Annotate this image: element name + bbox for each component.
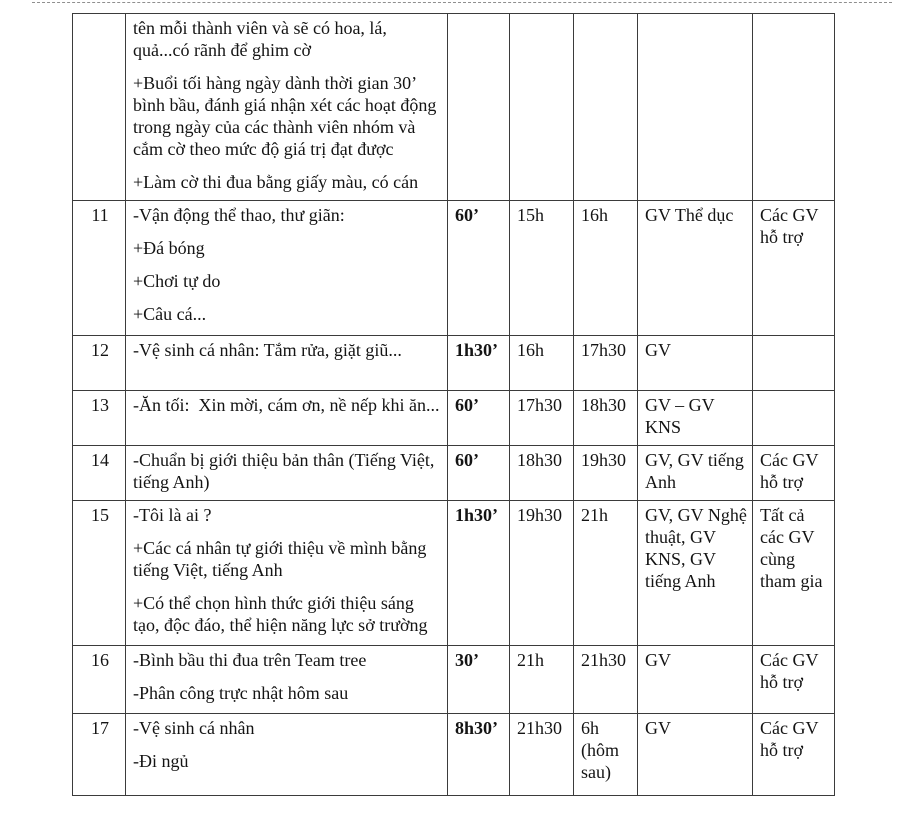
activity-paragraph: -Ăn tối: Xin mời, cám ơn, nề nếp khi ăn... [133, 395, 440, 415]
activity-paragraph: -Phân công trực nhật hôm sau [133, 683, 349, 703]
table-row [73, 646, 835, 714]
cell-duration [448, 14, 510, 201]
cell-stt: 14 [73, 446, 126, 501]
cell-start: 21h30 [510, 714, 574, 796]
activity-paragraph: -Vệ sinh cá nhân [133, 718, 255, 738]
cell-activity [126, 201, 448, 336]
cell-end: 17h30 [574, 336, 638, 391]
cell-support [753, 391, 835, 446]
cell-lead: GV [638, 714, 753, 796]
activity-paragraph: +Các cá nhân tự giới thiệu về mình bằng tiếng Việt, tiếng Anh [133, 538, 431, 580]
table-row [73, 446, 835, 501]
activity-paragraph: +Làm cờ thi đua bằng giấy màu, có cán [133, 172, 419, 192]
activity-paragraph: +Đá bóng [133, 238, 205, 258]
cell-end [574, 14, 638, 201]
cell-activity [126, 714, 448, 796]
table-row [73, 714, 835, 796]
cell-start: 19h30 [510, 501, 574, 646]
table-row [73, 391, 835, 446]
cell-support: Các GV hỗ trợ [753, 201, 835, 336]
cell-stt [73, 14, 126, 201]
activity-paragraph: -Tôi là ai ? [133, 505, 212, 525]
table-row [73, 14, 835, 201]
cell-lead: GV – GV KNS [638, 391, 753, 446]
activity-paragraph: -Vệ sinh cá nhân: Tắm rửa, giặt giũ... [133, 340, 402, 360]
activity-paragraph: -Vận động thể thao, thư giãn: [133, 205, 345, 225]
cell-duration: 30’ [448, 646, 510, 714]
cell-activity [126, 646, 448, 714]
cell-lead: GV, GV tiếng Anh [638, 446, 753, 501]
cell-end: 21h [574, 501, 638, 646]
table-row [73, 201, 835, 336]
cell-start: 18h30 [510, 446, 574, 501]
activity-paragraph: tên mỗi thành viên và sẽ có hoa, lá, quả...có rãnh để ghim cờ [133, 18, 392, 60]
cell-stt: 12 [73, 336, 126, 391]
cell-start: 21h [510, 646, 574, 714]
cell-end: 6h (hôm sau) [574, 714, 638, 796]
page-break-remnant-line [32, 2, 892, 3]
cell-duration: 8h30’ [448, 714, 510, 796]
cell-duration: 60’ [448, 201, 510, 336]
cell-support: Các GV hỗ trợ [753, 446, 835, 501]
table-row [73, 336, 835, 391]
activity-paragraph: +Có thể chọn hình thức giới thiệu sáng tạo, độc đáo, thể hiện năng lực sở trường [133, 593, 428, 635]
cell-start [510, 14, 574, 201]
schedule-table [72, 13, 835, 796]
cell-lead: GV, GV Nghệ thuật, GV KNS, GV tiếng Anh [638, 501, 753, 646]
cell-duration: 1h30’ [448, 336, 510, 391]
cell-end: 16h [574, 201, 638, 336]
schedule-table-body [73, 14, 835, 796]
activity-paragraph: -Đi ngủ [133, 751, 189, 771]
cell-duration: 60’ [448, 446, 510, 501]
cell-activity [126, 336, 448, 391]
cell-activity [126, 14, 448, 201]
cell-end: 18h30 [574, 391, 638, 446]
cell-support: Các GV hỗ trợ [753, 646, 835, 714]
cell-stt: 17 [73, 714, 126, 796]
cell-support [753, 336, 835, 391]
cell-activity [126, 446, 448, 501]
cell-end: 19h30 [574, 446, 638, 501]
cell-support: Tất cả các GV cùng tham gia [753, 501, 835, 646]
activity-paragraph: +Chơi tự do [133, 271, 221, 291]
cell-stt: 13 [73, 391, 126, 446]
cell-start: 16h [510, 336, 574, 391]
cell-lead: GV [638, 646, 753, 714]
cell-duration: 60’ [448, 391, 510, 446]
activity-paragraph: -Bình bầu thi đua trên Team tree [133, 650, 367, 670]
cell-stt: 11 [73, 201, 126, 336]
activity-paragraph: -Chuẩn bị giới thiệu bản thân (Tiếng Việt, tiếng Anh) [133, 450, 439, 492]
cell-end: 21h30 [574, 646, 638, 714]
cell-support: Các GV hỗ trợ [753, 714, 835, 796]
cell-activity [126, 391, 448, 446]
cell-stt: 15 [73, 501, 126, 646]
activity-paragraph: +Buổi tối hàng ngày dành thời gian 30’ bình bầu, đánh giá nhận xét các hoạt động trong ngày của các thành viên nhóm và cắm cờ theo mức độ giá trị đạt được [133, 73, 441, 159]
cell-start: 17h30 [510, 391, 574, 446]
cell-stt: 16 [73, 646, 126, 714]
cell-lead: GV [638, 336, 753, 391]
cell-lead [638, 14, 753, 201]
table-row [73, 501, 835, 646]
cell-duration: 1h30’ [448, 501, 510, 646]
cell-activity [126, 501, 448, 646]
cell-support [753, 14, 835, 201]
activity-paragraph: +Câu cá... [133, 304, 207, 324]
cell-start: 15h [510, 201, 574, 336]
cell-lead: GV Thể dục [638, 201, 753, 336]
